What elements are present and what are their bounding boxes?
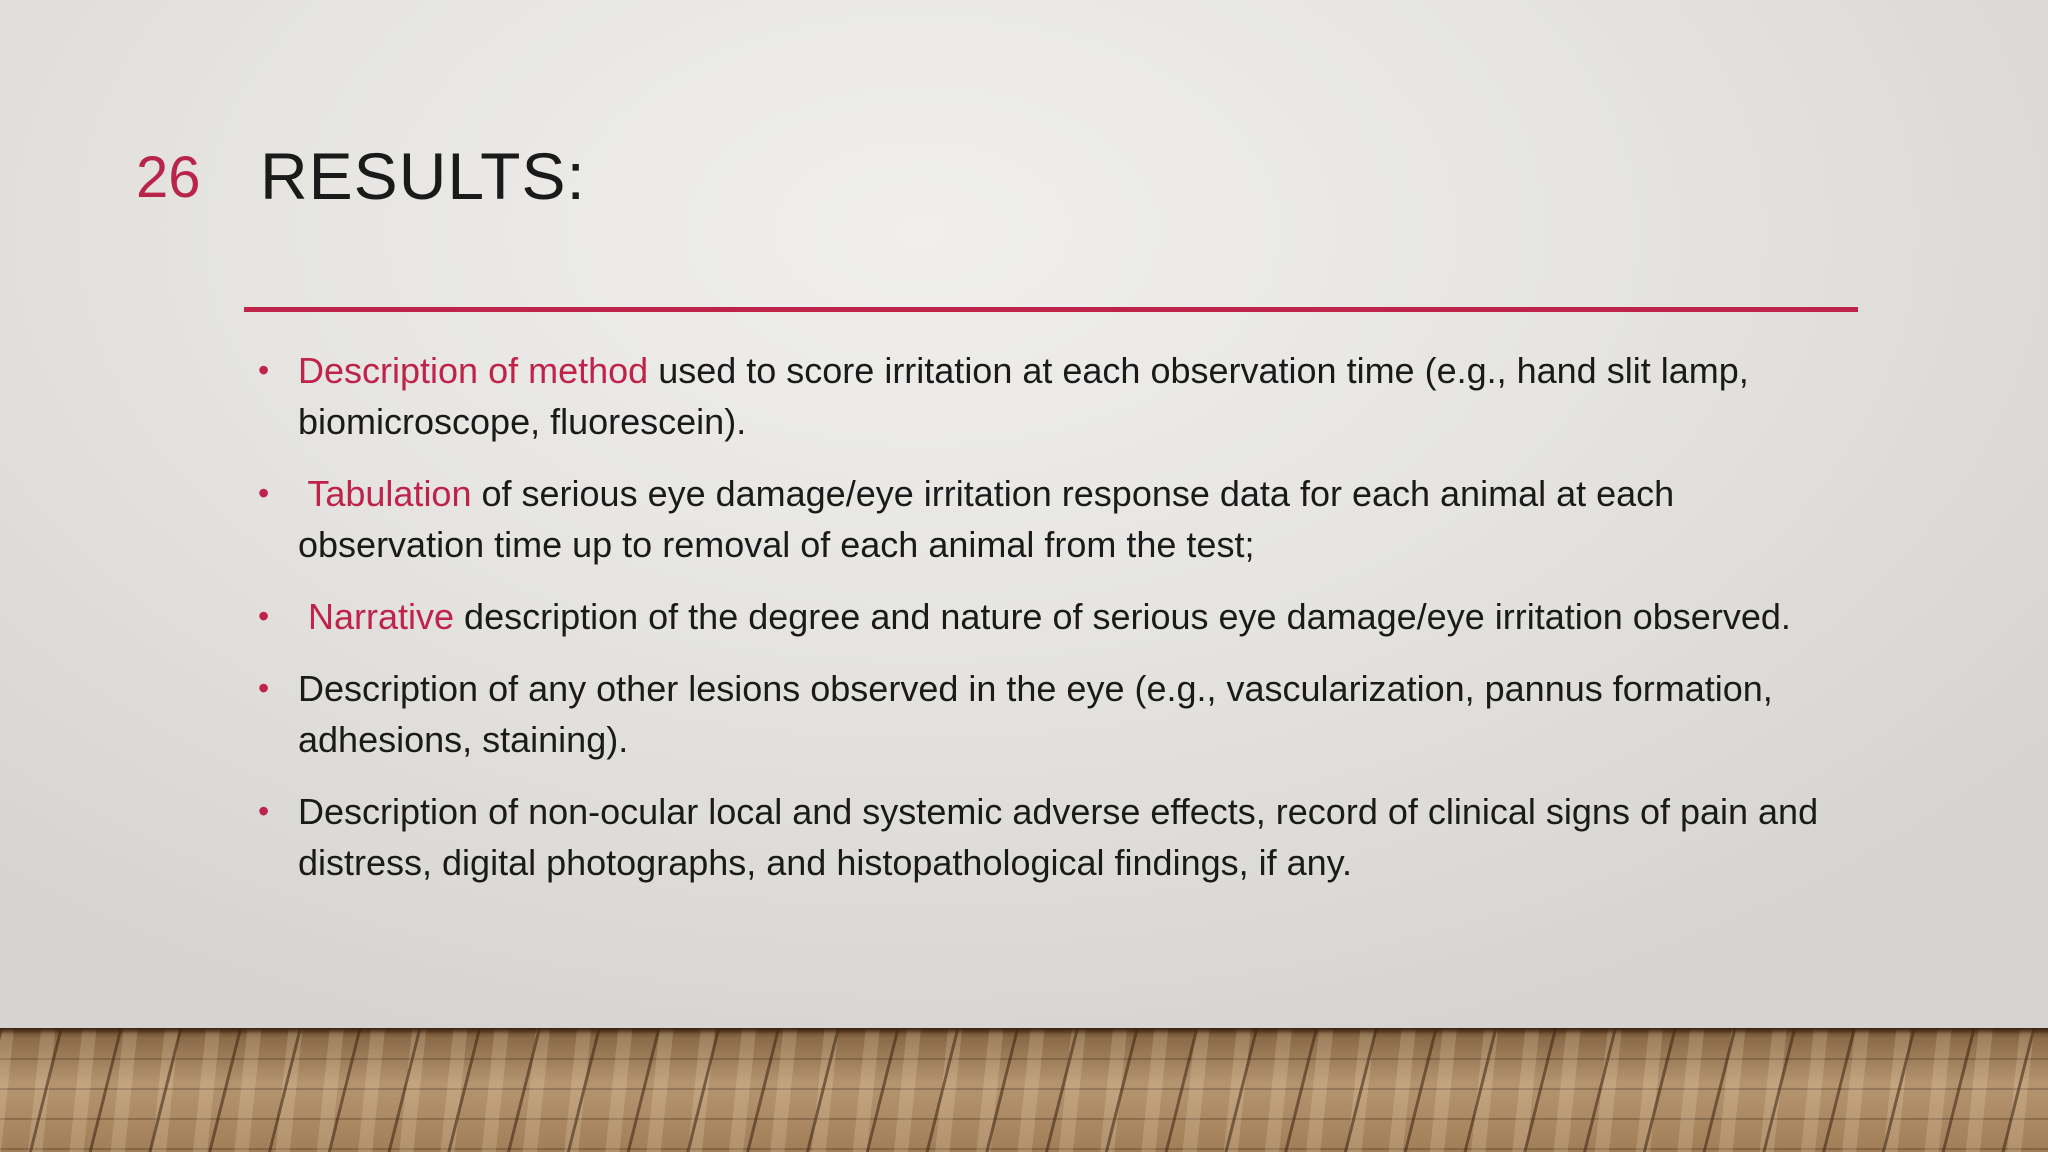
bullet-dot-icon: • bbox=[258, 475, 270, 511]
bullet-highlight: Tabulation bbox=[298, 473, 472, 514]
bullet-dot-icon: • bbox=[258, 793, 270, 829]
bullet-text: of serious eye damage/eye irritation response data for each animal at each observation time up to removal of each animal from the test; bbox=[298, 473, 1675, 565]
bullet-item bbox=[258, 345, 1858, 447]
bullet-item bbox=[258, 786, 1858, 888]
bullet-text: Description of non-ocular local and systemic adverse effects, record of clinical signs of pain and distress, digital photographs, and histopathological findings, if any. bbox=[298, 791, 1819, 883]
slide-number: 26 bbox=[136, 145, 201, 210]
bullet-item bbox=[258, 663, 1858, 765]
bullet-highlight: Narrative bbox=[298, 596, 455, 637]
bullet-text: used to score irritation at each observation time (e.g., hand slit lamp, biomicroscope, fluorescein). bbox=[298, 350, 1749, 442]
wood-floor-background bbox=[0, 1028, 2048, 1152]
bullet-text: description of the degree and nature of serious eye damage/eye irritation observed. bbox=[454, 596, 1791, 637]
bullet-text: Description of any other lesions observed in the eye (e.g., vascularization, pannus formation, adhesions, staining). bbox=[298, 668, 1773, 760]
bullet-item bbox=[258, 468, 1858, 570]
bullet-highlight: Description of method bbox=[298, 350, 649, 391]
bullet-dot-icon: • bbox=[258, 670, 270, 706]
title-divider bbox=[244, 307, 1858, 312]
bullet-dot-icon: • bbox=[258, 352, 270, 388]
bullet-dot-icon: • bbox=[258, 598, 270, 634]
bullet-item bbox=[258, 591, 1858, 642]
slide-title: RESULTS: bbox=[260, 139, 586, 213]
bullet-list bbox=[258, 345, 1858, 909]
